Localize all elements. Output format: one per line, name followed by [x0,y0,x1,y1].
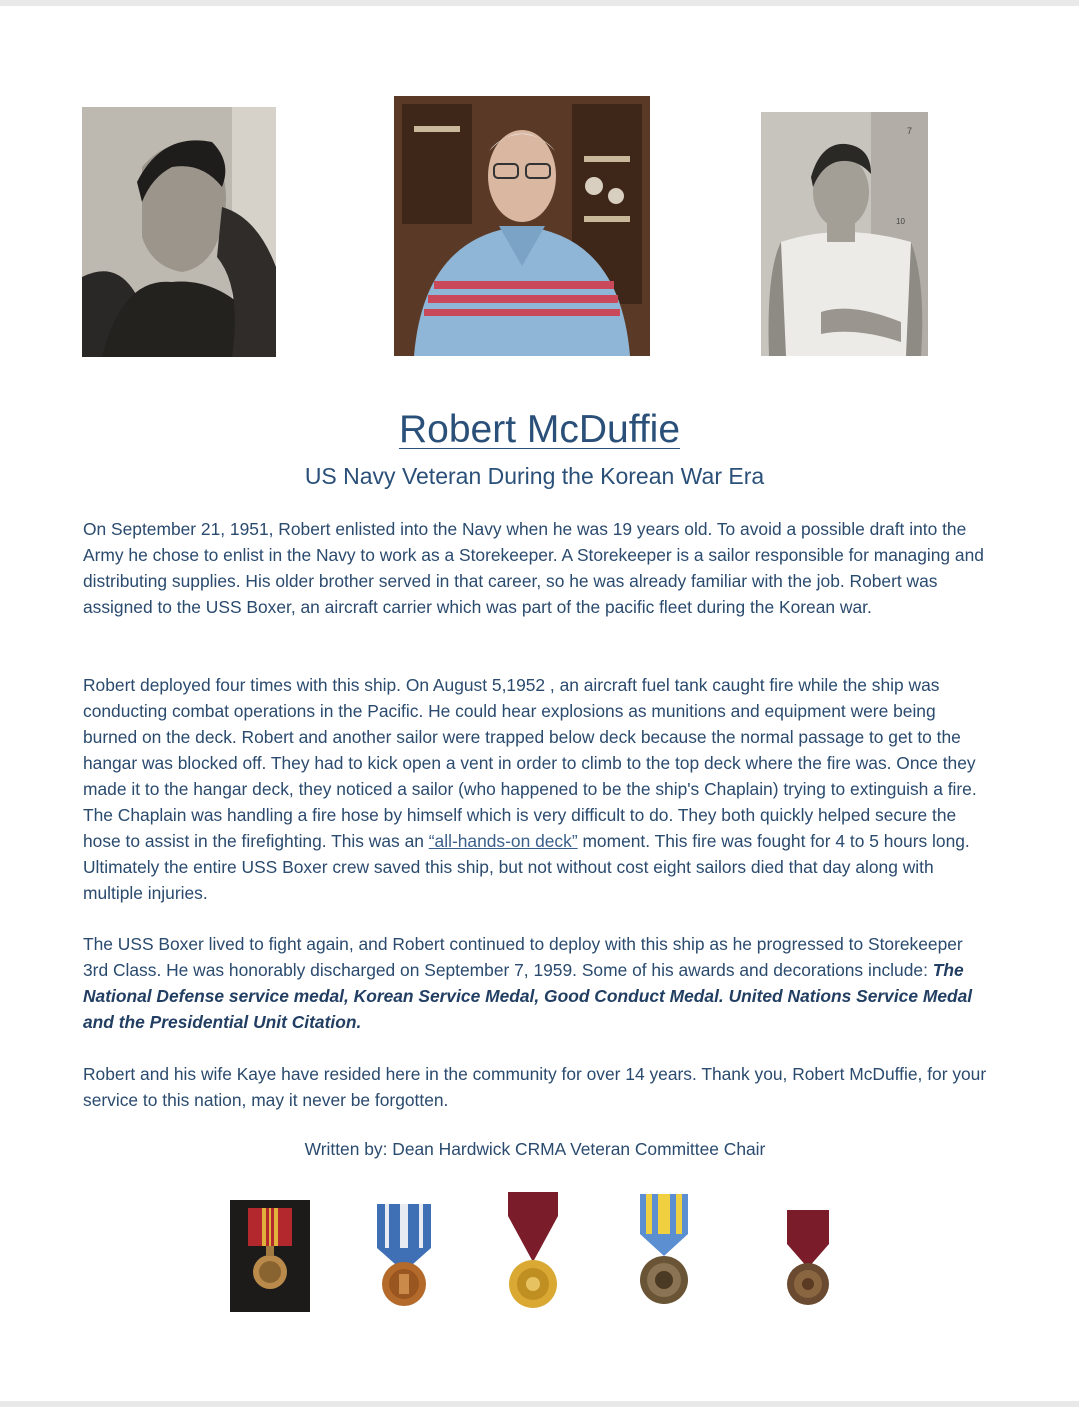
author-byline: Written by: Dean Hardwick CRMA Veteran Committee Chair [304,1139,766,1159]
article-page [0,6,1079,1401]
young-man-tshirt-photo [761,112,928,356]
paragraph-awards [83,931,988,1035]
paragraph-fire-text-end: moment. This fire was fought for 4 to 5 hours long. Ultimately the entire USS Boxer crew saved this ship, but not without cost eight sailors died that day along with multiple injuries. [83,831,970,903]
all-hands-on-deck-link[interactable]: “all-hands-on deck” [428,831,578,851]
page-title: Robert McDuffie [398,408,681,451]
korean-service-medal-icon [373,1202,435,1308]
paragraph-awards-text: The USS Boxer lived to fight again, and Robert continued to deploy with this ship as he progressed to Storekeeper 3rd Class. He was honorably discharged on September 7, 1959. Some of his awards and decorations include: [83,934,963,980]
young-sailor-portrait-photo [82,107,276,357]
elderly-veteran-photo [394,96,650,356]
photo-corner-mark-top: 7 [907,126,913,136]
national-defense-medal-icon [230,1200,310,1312]
page-subtitle: US Navy Veteran During the Korean War Era [304,463,765,489]
paragraph-enlistment: On September 21, 1951, Robert enlisted into the Navy when he was 19 years old. To avoid a possible draft into the Army he chose to enlist in the Navy to work as a Storekeeper. A Storekeeper is a sailor responsible for managing and distributing supplies. His older brother served in that career, so he was already familiar with the job. Robert was assigned to the USS Boxer, an aircraft carrier which was part of the pacific fleet during the Korean war. [83,519,984,617]
paragraph-fire [83,672,988,906]
paragraph-thanks: Robert and his wife Kaye have resided here in the community for over 14 years. Thank you, Robert McDuffie, for your service to this nation, may it never be forgotten. [83,1064,987,1110]
presidential-unit-citation-medal-icon [783,1210,833,1306]
paragraph-fire-text-start: Robert deployed four times with this ship. On August 5,1952 , an aircraft fuel tank caught fire while the ship was conducting combat operations in the Pacific. He could hear explosions as munitions and equipment were being burned on the deck. Robert and another sailor were trapped below deck because the normal passage to get to the hangar was blocked off. They had to kick open a vent in order to climb to the top deck where the fire was. Once they made it to the hangar deck, they noticed a sailor (who happened to be the ship's Chaplain) trying to extinguish a fire. The Chaplain was handling a fire hose by himself which is very difficult to do. They both quickly helped secure the hose to assist in the firefighting. This was an [83,675,977,851]
awards-list: The National Defense service medal, Korean Service Medal, Good Conduct Medal. United Nations Service Medal and the Presidential Unit Citation. [83,960,973,1032]
united-nations-service-medal-icon [636,1194,692,1306]
photo-corner-mark-side: 10 [896,217,905,226]
good-conduct-medal-icon [505,1192,561,1310]
